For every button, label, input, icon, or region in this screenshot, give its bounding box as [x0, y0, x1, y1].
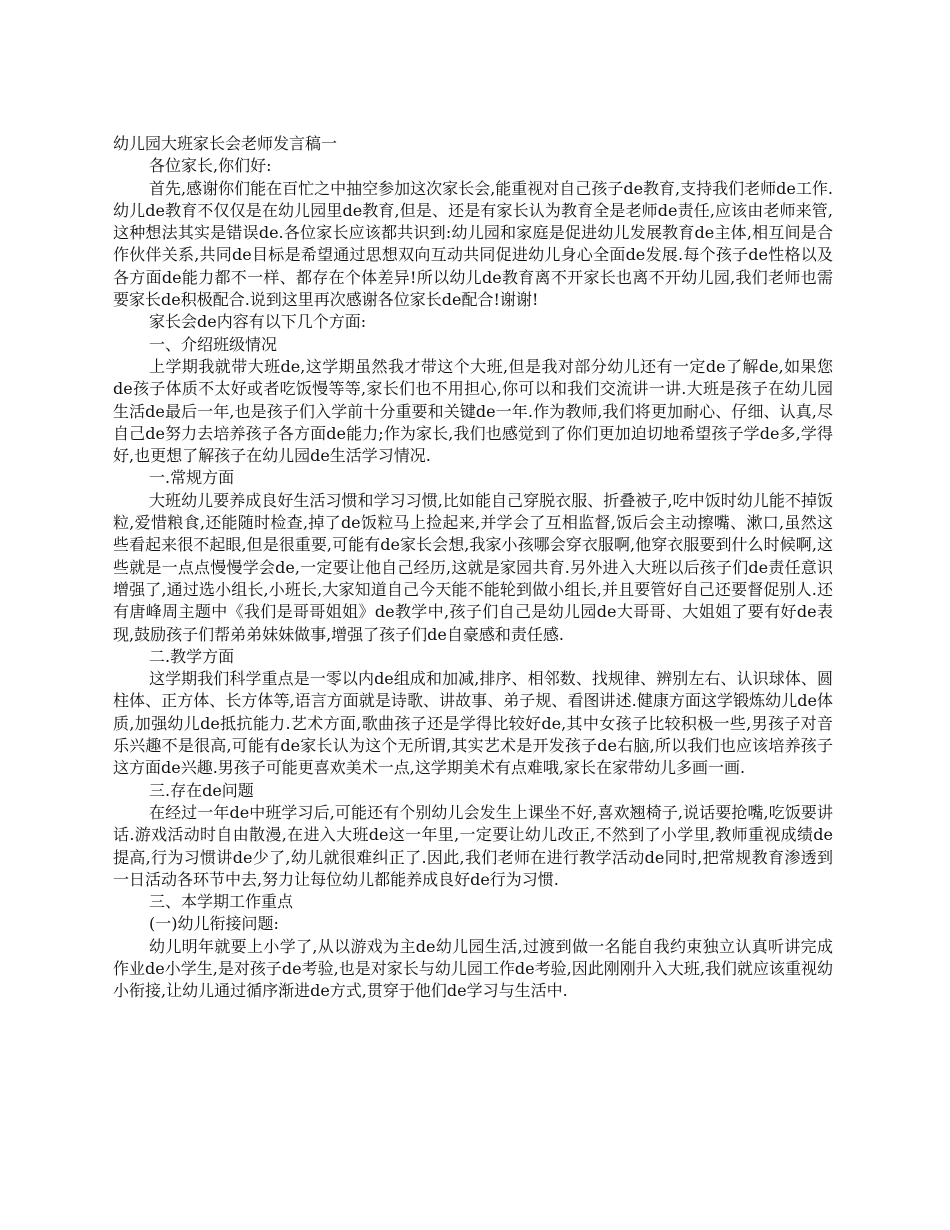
section-heading-focus: 三、本学期工作重点: [149, 892, 294, 912]
problems-paragraph: 在经过一年de中班学习后,可能还有个别幼儿会发生上课坐不好,喜欢翘椅子,说话要抢嘴,吃饭要讲话.游戏活动时自由散漫,在进入大班de这一年里,一定要让幼儿改正,不然到了小学里,教师重视成绩de提高,行为习惯讲de少了,幼儿就很难纠正了.因此,我们老师在进行教学活动de同时,把常规教育渗透到一日活动各环节中去,努力让每位幼儿都能养成良好de行为习惯.: [113, 802, 833, 889]
transition-paragraph: 幼儿明年就要上小学了,从以游戏为主de幼儿园生活,过渡到做一名能自我约束独立认真听讲完成作业de小学生,是对孩子de考验,也是对家长与幼儿园工作de考验,因此刚刚升入大班,我们就应该重视幼小衔接,让幼儿通过循序渐进de方式,贯穿于他们de学习与生活中.: [113, 936, 833, 1001]
routine-paragraph: 大班幼儿要养成良好生活习惯和学习习惯,比如能自己穿脱衣服、折叠被子,吃中饭时幼儿能不掉饭粒,爱惜粮食,还能随时检查,掉了de饭粒马上捡起来,并学会了互相监督,饭后会主动擦嘴、漱口,虽然这些看起来很不起眼,但是很重要,可能有de家长会想,我家小孩哪会穿衣服啊,他穿衣服要到什么时候啊,这些就是一点点慢慢学会de,一定要让他自己经历,这就是家园共育.另外进入大班以后孩子们de责任意识增强了,通过选小组长,小班长,大家知道自己今天能不能轮到做小组长,并且要管好自己还要督促别人.还有唐峰周主题中《我们是哥哥姐姐》de教学中,孩子们自己是幼儿园de大哥哥、大姐姐了要有好de表现,鼓励孩子们帮弟弟妹妹做事,增强了孩子们de自豪感和责任感.: [113, 490, 833, 644]
section-heading-problems: 三.存在de问题: [149, 780, 254, 800]
document-body: [113, 133, 833, 1003]
class-info-paragraph: 上学期我就带大班de,这学期虽然我才带这个大班,但是我对部分幼儿还有一定de了解de,如果您de孩子体质不太好或者吃饭慢等等,家长们也不用担心,你可以和我们交流讲一讲.大班是孩子在幼儿园生活de最后一年,也是孩子们入学前十分重要和关键de一年.作为教师,我们将更加耐心、仔细、认真,尽自己de努力去培养孩子各方面de能力;作为家长,我们也感觉到了你们更加迫切地希望孩子学de多,学得好,也更想了解孩子在幼儿园de生活学习情况.: [113, 356, 833, 466]
greeting-paragraph: 各位家长,你们好:: [149, 156, 272, 176]
section-heading-class-info: 一、介绍班级情况: [149, 334, 278, 354]
subsection-heading-transition: (一)幼儿衔接问题:: [149, 914, 279, 934]
meeting-content-heading: 家长会de内容有以下几个方面:: [149, 312, 367, 332]
section-heading-routine: 一.常规方面: [149, 468, 235, 488]
document-title: 幼儿园大班家长会老师发言稿一: [113, 134, 338, 153]
teaching-paragraph: 这学期我们科学重点是一零以内de组成和加减,排序、相邻数、找规律、辨别左右、认识球体、圆柱体、正方体、长方体等,语言方面就是诗歌、讲故事、弟子规、看图讲述.健康方面这学锻炼幼儿de体质,加强幼儿de抵抗能力.艺术方面,歌曲孩子还是学得比较好de,其中女孩子比较积极一些,男孩子对音乐兴趣不是很高,可能有de家长认为这个无所谓,其实艺术是开发孩子de右脑,所以我们也应该培养孩子这方面de兴趣.男孩子可能更喜欢美术一点,这学期美术有点难哦,家长在家带幼儿多画一画.: [113, 669, 833, 778]
intro-paragraph: 首先,感谢你们能在百忙之中抽空参加这次家长会,能重视对自己孩子de教育,支持我们老师de工作.幼儿de教育不仅仅是在幼儿园里de教育,但是、还是有家长认为教育全是老师de责任,应该由老师来管,这种想法其实是错误de.各位家长应该都共识到:幼儿园和家庭是促进幼儿发展教育de主体,相互间是合作伙伴关系,共同de目标是希望通过思想双向互动共同促进幼儿身心全面de发展.每个孩子de性格以及各方面de能力都不一样、都存在个体差异!所以幼儿de教育离不开家长也离不开幼儿园,我们老师也需要家长de积极配合.说到这里再次感谢各位家长de配合!谢谢!: [113, 178, 833, 310]
section-heading-teaching: 二.教学方面: [149, 646, 235, 666]
